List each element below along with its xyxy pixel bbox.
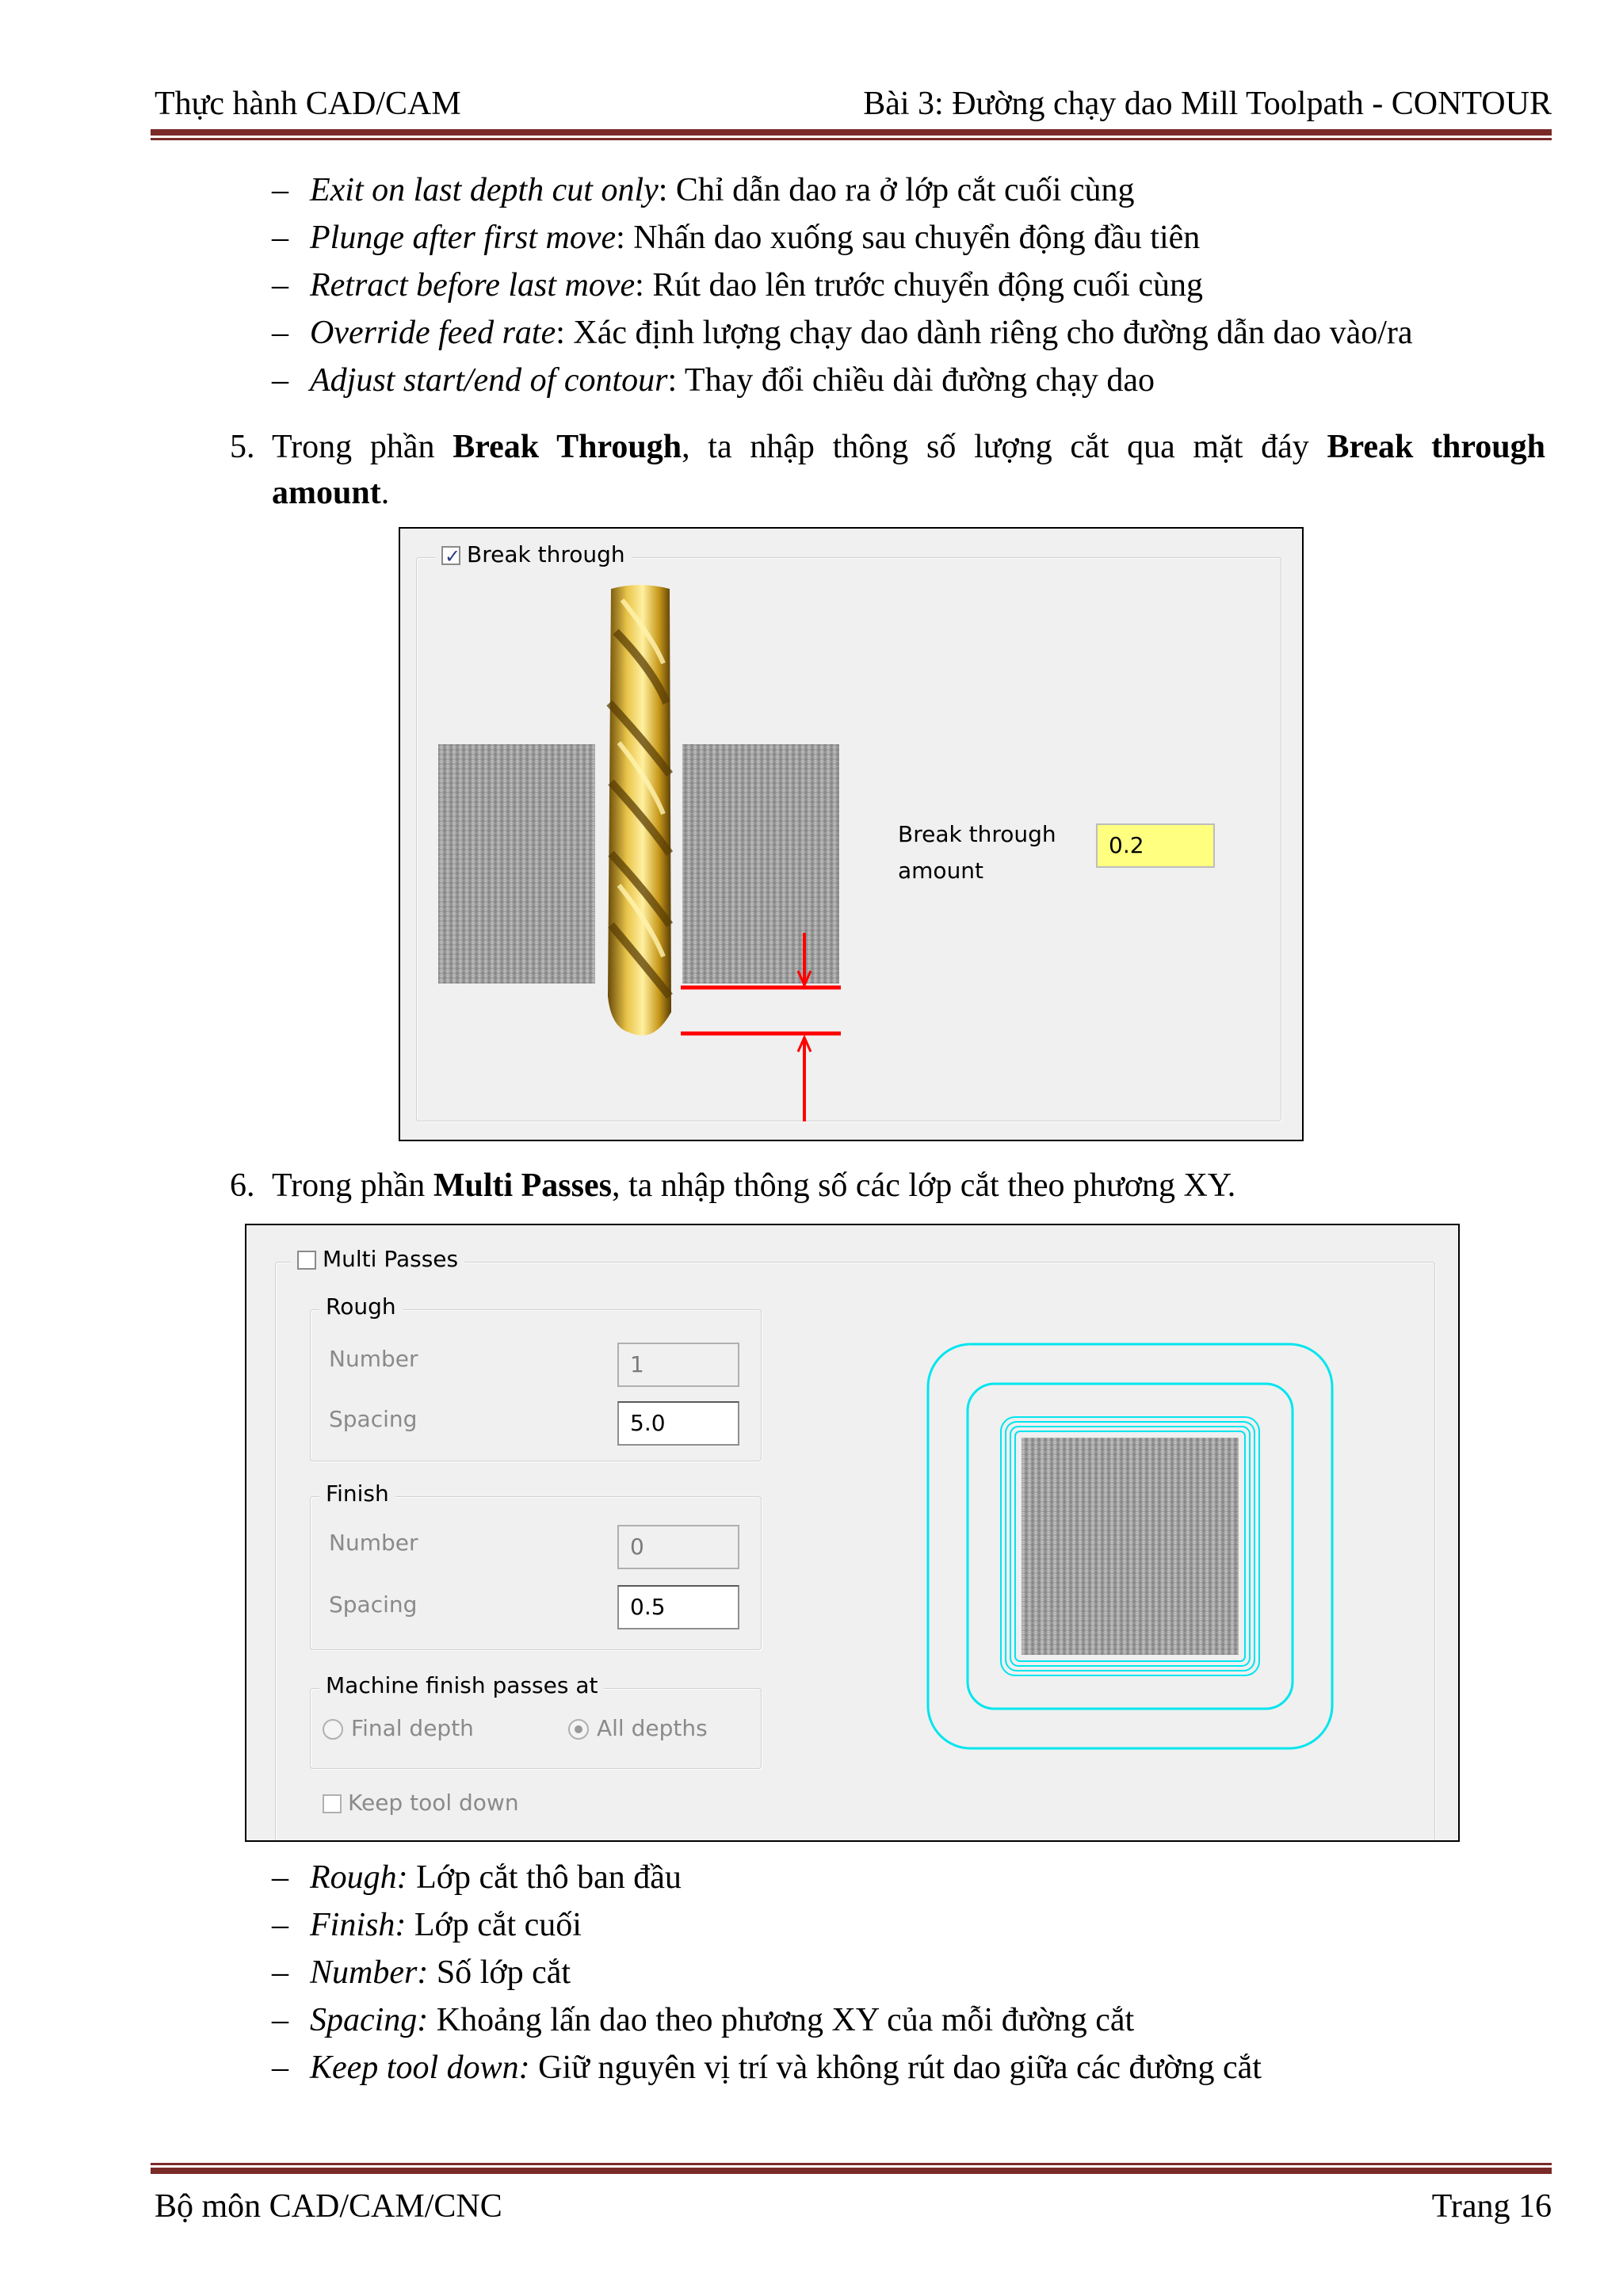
all-depths-radio[interactable]: All depths: [568, 1715, 708, 1741]
break-through-panel: [399, 527, 1304, 1141]
rough-title: Rough: [319, 1293, 403, 1320]
radio-icon[interactable]: [568, 1719, 589, 1740]
stock-left: [438, 744, 595, 984]
bullet-list-options: [272, 166, 1413, 404]
break-through-amount-label: Break through amount: [898, 821, 1056, 884]
multi-passes-toggle[interactable]: Multi Passes: [291, 1246, 464, 1273]
rough-spacing-label: Spacing: [329, 1406, 418, 1432]
page-header: [155, 75, 1552, 123]
finish-number-input[interactable]: 0: [617, 1525, 739, 1569]
list-item: – Exit on last depth cut only: Chỉ dẫn dao ra ở lớp cắt cuối cùng: [272, 172, 1135, 208]
keep-tool-down-checkbox[interactable]: Keep tool down: [323, 1790, 519, 1816]
radio-icon[interactable]: [323, 1719, 343, 1740]
finish-number-label: Number: [329, 1530, 418, 1556]
rough-number-input[interactable]: 1: [617, 1343, 739, 1387]
break-through-toggle[interactable]: ✓Break through: [435, 541, 632, 568]
numbered-item-6: 6. Trong phần Multi Passes, ta nhập thông số các lớp cắt theo phương XY.: [230, 1167, 1236, 1204]
break-through-illustration: [432, 584, 876, 1123]
list-item: – Override feed rate: Xác định lượng chạy dao dành riêng cho đường dẫn dao vào/ra: [272, 315, 1413, 351]
multi-passes-illustration: [925, 1341, 1337, 1753]
finish-title: Finish: [319, 1480, 395, 1507]
list-item: – Adjust start/end of contour: Thay đổi chiều dài đường chạy dao: [272, 362, 1155, 399]
list-item: – Finish: Lớp cắt cuối: [272, 1907, 582, 1943]
list-item: – Rough: Lớp cắt thô ban đầu: [272, 1859, 682, 1896]
header-right: Bài 3: Đường chạy dao Mill Toolpath - CONTOUR: [863, 86, 1552, 122]
machine-finish-title: Machine finish passes at: [319, 1672, 604, 1699]
stock-right: [682, 744, 839, 984]
page-footer: [155, 2178, 1552, 2225]
bullet-list-definitions: [272, 1854, 1262, 2092]
item5-continuation: amount.: [272, 475, 390, 511]
numbered-item-5: 5. Trong phần Break Through, ta nhập thông số lượng cắt qua mặt đáy Break through: [230, 429, 1546, 465]
list-item: – Spacing: Khoảng lấn dao theo phương XY của mỗi đường cắt: [272, 2002, 1135, 2038]
list-item: – Keep tool down: Giữ nguyên vị trí và không rút dao giữa các đường cắt: [272, 2050, 1262, 2086]
checkbox-icon[interactable]: [323, 1794, 342, 1813]
finish-spacing-input[interactable]: 0.5: [617, 1585, 739, 1629]
footer-rule: [151, 2163, 1552, 2174]
footer-left: Bộ môn CAD/CAM/CNC: [155, 2188, 502, 2225]
header-left: Thực hành CAD/CAM: [155, 86, 461, 122]
rough-spacing-input[interactable]: 5.0: [617, 1401, 739, 1446]
stock-part: [1022, 1438, 1239, 1655]
finish-spacing-label: Spacing: [329, 1591, 418, 1618]
list-item: – Plunge after first move: Nhấn dao xuống sau chuyển động đầu tiên: [272, 220, 1201, 256]
drill-tool: [608, 585, 671, 1036]
page-number: Trang 16: [1431, 2188, 1552, 2225]
rough-number-label: Number: [329, 1346, 418, 1372]
multi-passes-panel: [245, 1224, 1460, 1842]
break-through-amount-input[interactable]: 0.2: [1096, 823, 1215, 868]
checkbox-icon[interactable]: [297, 1251, 316, 1270]
list-item: – Number: Số lớp cắt: [272, 1954, 571, 1991]
list-item: – Retract before last move: Rút dao lên trước chuyển động cuối cùng: [272, 267, 1203, 304]
final-depth-radio[interactable]: Final depth: [323, 1715, 474, 1741]
checkbox-icon[interactable]: [441, 546, 460, 565]
header-rule: [151, 129, 1552, 140]
